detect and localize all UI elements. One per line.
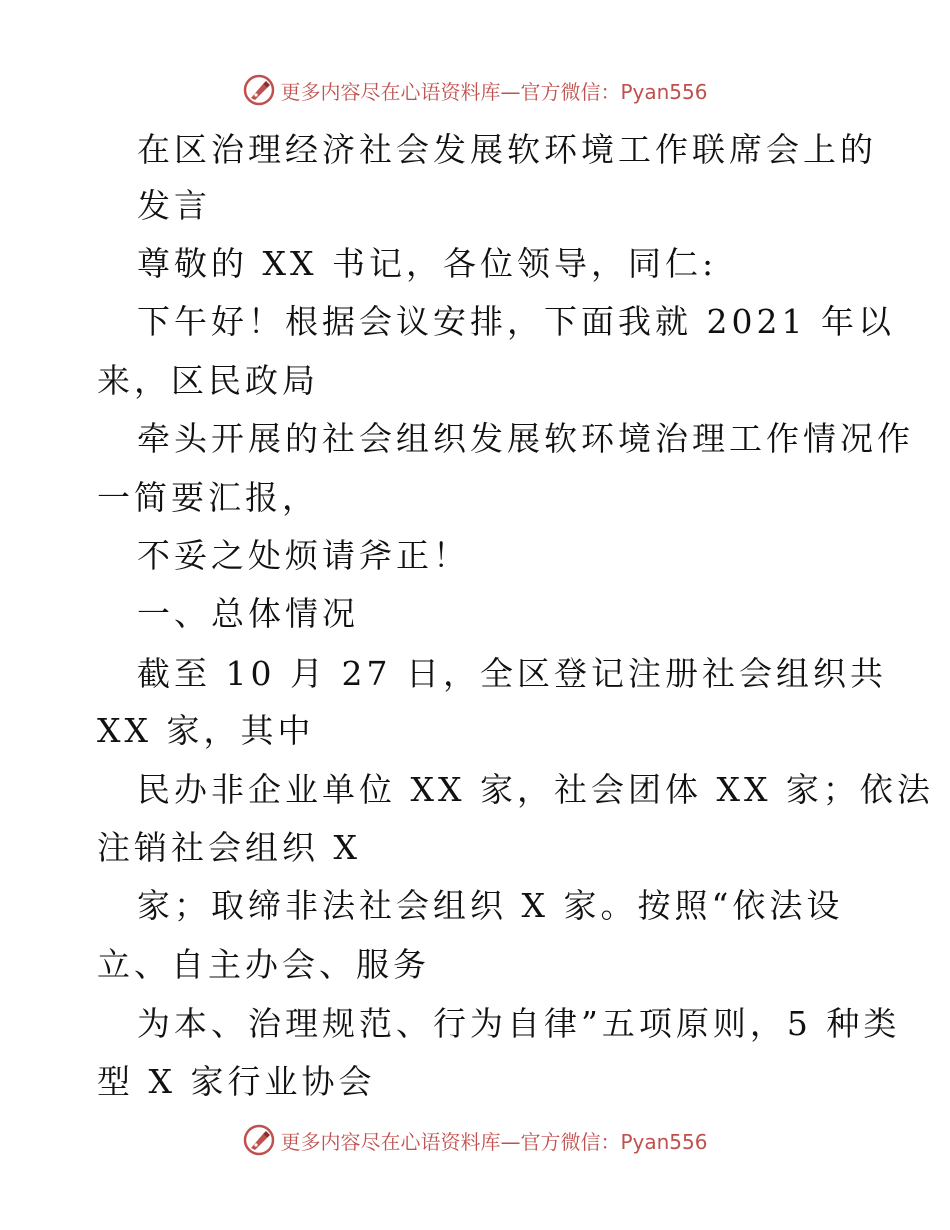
- text-line: 立、自主办会、服务: [97, 945, 430, 984]
- footer-banner: [0, 1120, 950, 1160]
- text-line: 截至 10 月 27 日，全区登记注册社会组织共: [137, 654, 887, 693]
- pen-nib-logo-icon: [242, 1123, 276, 1157]
- text-line: XX 家，其中: [97, 711, 315, 750]
- pen-nib-logo-icon: [242, 73, 276, 107]
- text-line: 牵头开展的社会组织发展软环境治理工作情况作: [137, 419, 914, 458]
- header-banner-text: 更多内容尽在心语资料库—官方微信：Pyan556: [280, 79, 708, 104]
- text-line: 下午好！根据会议安排，下面我就 2021 年以: [137, 302, 895, 341]
- text-line: 一简要汇报，: [97, 478, 319, 517]
- text-line: 家；取缔非法社会组织 X 家。按照“依法设: [137, 886, 844, 925]
- text-line: 尊敬的 XX 书记，各位领导，同仁:: [137, 244, 718, 283]
- text-line: 一、总体情况: [137, 594, 359, 633]
- text-line: 不妥之处烦请斧正！: [137, 536, 470, 575]
- text-line: 在区治理经济社会发展软环境工作联席会上的: [137, 130, 877, 169]
- text-line: 发言: [137, 186, 211, 225]
- header-banner: [0, 70, 950, 110]
- text-line: 民办非企业单位 XX 家，社会团体 XX 家；依法: [137, 770, 934, 809]
- text-line: 注销社会组织 X: [97, 828, 361, 867]
- text-line: 来，区民政局: [97, 361, 319, 400]
- text-line: 型 X 家行业协会: [97, 1062, 376, 1101]
- text-line: 为本、治理规范、行为自律”五项原则，5 种类: [137, 1004, 901, 1043]
- footer-banner-text: 更多内容尽在心语资料库—官方微信：Pyan556: [280, 1129, 708, 1154]
